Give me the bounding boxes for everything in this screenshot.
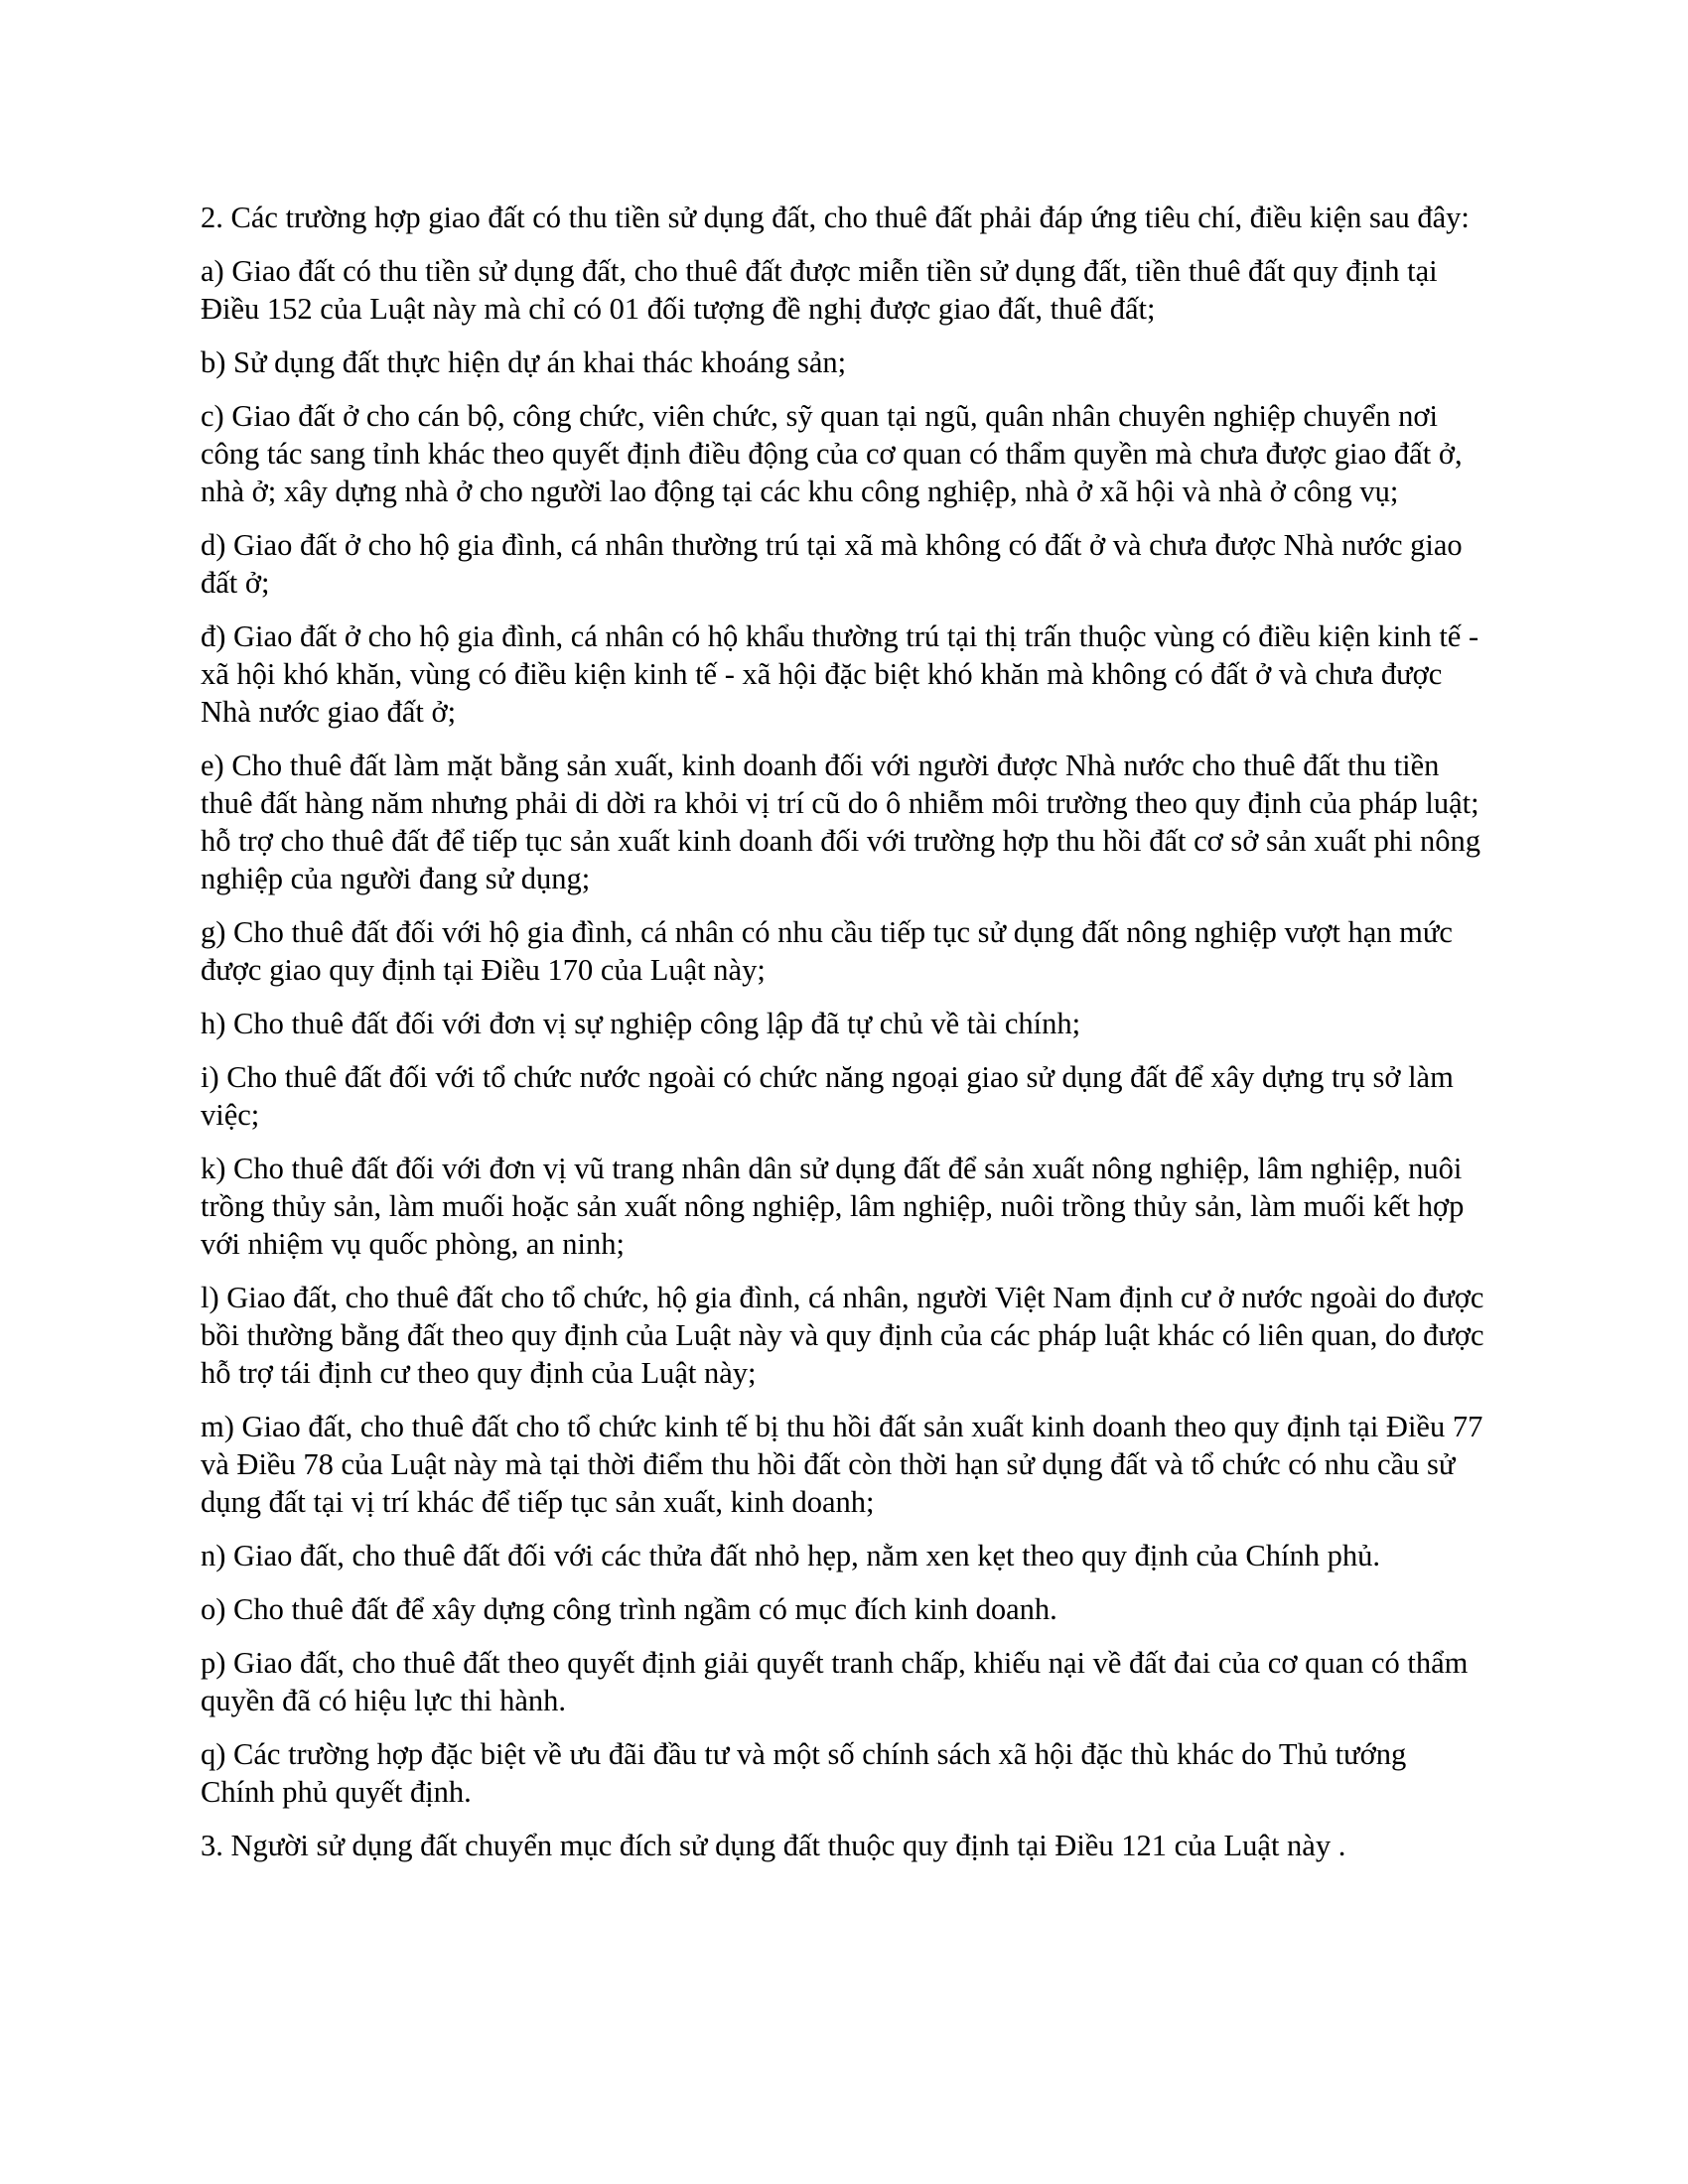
paragraph-point-m: m) Giao đất, cho thuê đất cho tổ chức kinh tế bị thu hồi đất sản xuất kinh doanh theo quy định tại Điều 77 và Điều 78 của Luật này mà tại thời điểm thu hồi đất còn thời hạn sử dụng đất và tổ chức có nhu cầu sử dụng đất tại vị trí khác để tiếp tục sản xuất, kinh doanh; xyxy=(201,1410,1483,1519)
paragraph-point-g: g) Cho thuê đất đối với hộ gia đình, cá nhân có nhu cầu tiếp tục sử dụng đất nông nghiệp vượt hạn mức được giao quy định tại Điều 170 của Luật này; xyxy=(201,915,1453,987)
paragraph-point-h: h) Cho thuê đất đối với đơn vị sự nghiệp công lập đã tự chủ về tài chính; xyxy=(201,1007,1081,1040)
paragraph-point-dd: đ) Giao đất ở cho hộ gia đình, cá nhân có hộ khẩu thường trú tại thị trấn thuộc vùng có điều kiện kinh tế - xã hội khó khăn, vùng có điều kiện kinh tế - xã hội đặc biệt khó khăn mà không có đất ở và chưa được Nhà nước giao đất ở; xyxy=(201,619,1479,729)
paragraph-point-e: e) Cho thuê đất làm mặt bằng sản xuất, kinh doanh đối với người được Nhà nước cho thuê đất thu tiền thuê đất hàng năm nhưng phải di dời ra khỏi vị trí cũ do ô nhiễm môi trường theo quy định của pháp luật; hỗ trợ cho thuê đất để tiếp tục sản xuất kinh doanh đối với trường hợp thu hồi đất cơ sở sản xuất phi nông nghiệp của người đang sử dụng; xyxy=(201,749,1481,895)
paragraph-clause-2: 2. Các trường hợp giao đất có thu tiền sử dụng đất, cho thuê đất phải đáp ứng tiêu chí, điều kiện sau đây: xyxy=(201,201,1470,234)
paragraph-clause-3: 3. Người sử dụng đất chuyển mục đích sử dụng đất thuộc quy định tại Điều 121 của Luật này . xyxy=(201,1829,1346,1862)
paragraph-point-c: c) Giao đất ở cho cán bộ, công chức, viên chức, sỹ quan tại ngũ, quân nhân chuyên nghiệp chuyển nơi công tác sang tỉnh khác theo quyết định điều động của cơ quan có thẩm quyền mà chưa được giao đất ở, nhà ở; xây dựng nhà ở cho người lao động tại các khu công nghiệp, nhà ở xã hội và nhà ở công vụ; xyxy=(201,399,1463,508)
paragraph-point-d: d) Giao đất ở cho hộ gia đình, cá nhân thường trú tại xã mà không có đất ở và chưa được Nhà nước giao đất ở; xyxy=(201,528,1463,600)
paragraph-point-i: i) Cho thuê đất đối với tổ chức nước ngoài có chức năng ngoại giao sử dụng đất để xây dựng trụ sở làm việc; xyxy=(201,1060,1454,1132)
paragraph-point-b: b) Sử dụng đất thực hiện dự án khai thác khoáng sản; xyxy=(201,345,847,379)
paragraph-point-q: q) Các trường hợp đặc biệt về ưu đãi đầu tư và một số chính sách xã hội đặc thù khác do Thủ tướng Chính phủ quyết định. xyxy=(201,1737,1407,1809)
paragraph-point-p: p) Giao đất, cho thuê đất theo quyết định giải quyết tranh chấp, khiếu nại về đất đai của cơ quan có thẩm quyền đã có hiệu lực thi hành. xyxy=(201,1646,1469,1717)
paragraph-point-a: a) Giao đất có thu tiền sử dụng đất, cho thuê đất được miễn tiền sử dụng đất, tiền thuê đất quy định tại Điều 152 của Luật này mà chỉ có 01 đối tượng đề nghị được giao đất, thuê đất; xyxy=(201,254,1438,326)
paragraph-point-o: o) Cho thuê đất để xây dựng công trình ngầm có mục đích kinh doanh. xyxy=(201,1592,1057,1626)
paragraph-point-l: l) Giao đất, cho thuê đất cho tổ chức, hộ gia đình, cá nhân, người Việt Nam định cư ở nước ngoài do được bồi thường bằng đất theo quy định của Luật này và quy định của các pháp luật khác có liên quan, do được hỗ trợ tái định cư theo quy định của Luật này; xyxy=(201,1281,1484,1390)
paragraph-point-n: n) Giao đất, cho thuê đất đối với các thửa đất nhỏ hẹp, nằm xen kẹt theo quy định của Chính phủ. xyxy=(201,1539,1380,1572)
paragraph-point-k: k) Cho thuê đất đối với đơn vị vũ trang nhân dân sử dụng đất để sản xuất nông nghiệp, lâm nghiệp, nuôi trồng thủy sản, làm muối hoặc sản xuất nông nghiệp, lâm nghiệp, nuôi trồng thủy sản, làm muối kết hợp với nhiệm vụ quốc phòng, an ninh; xyxy=(201,1152,1465,1261)
document-body xyxy=(201,199,1487,1880)
